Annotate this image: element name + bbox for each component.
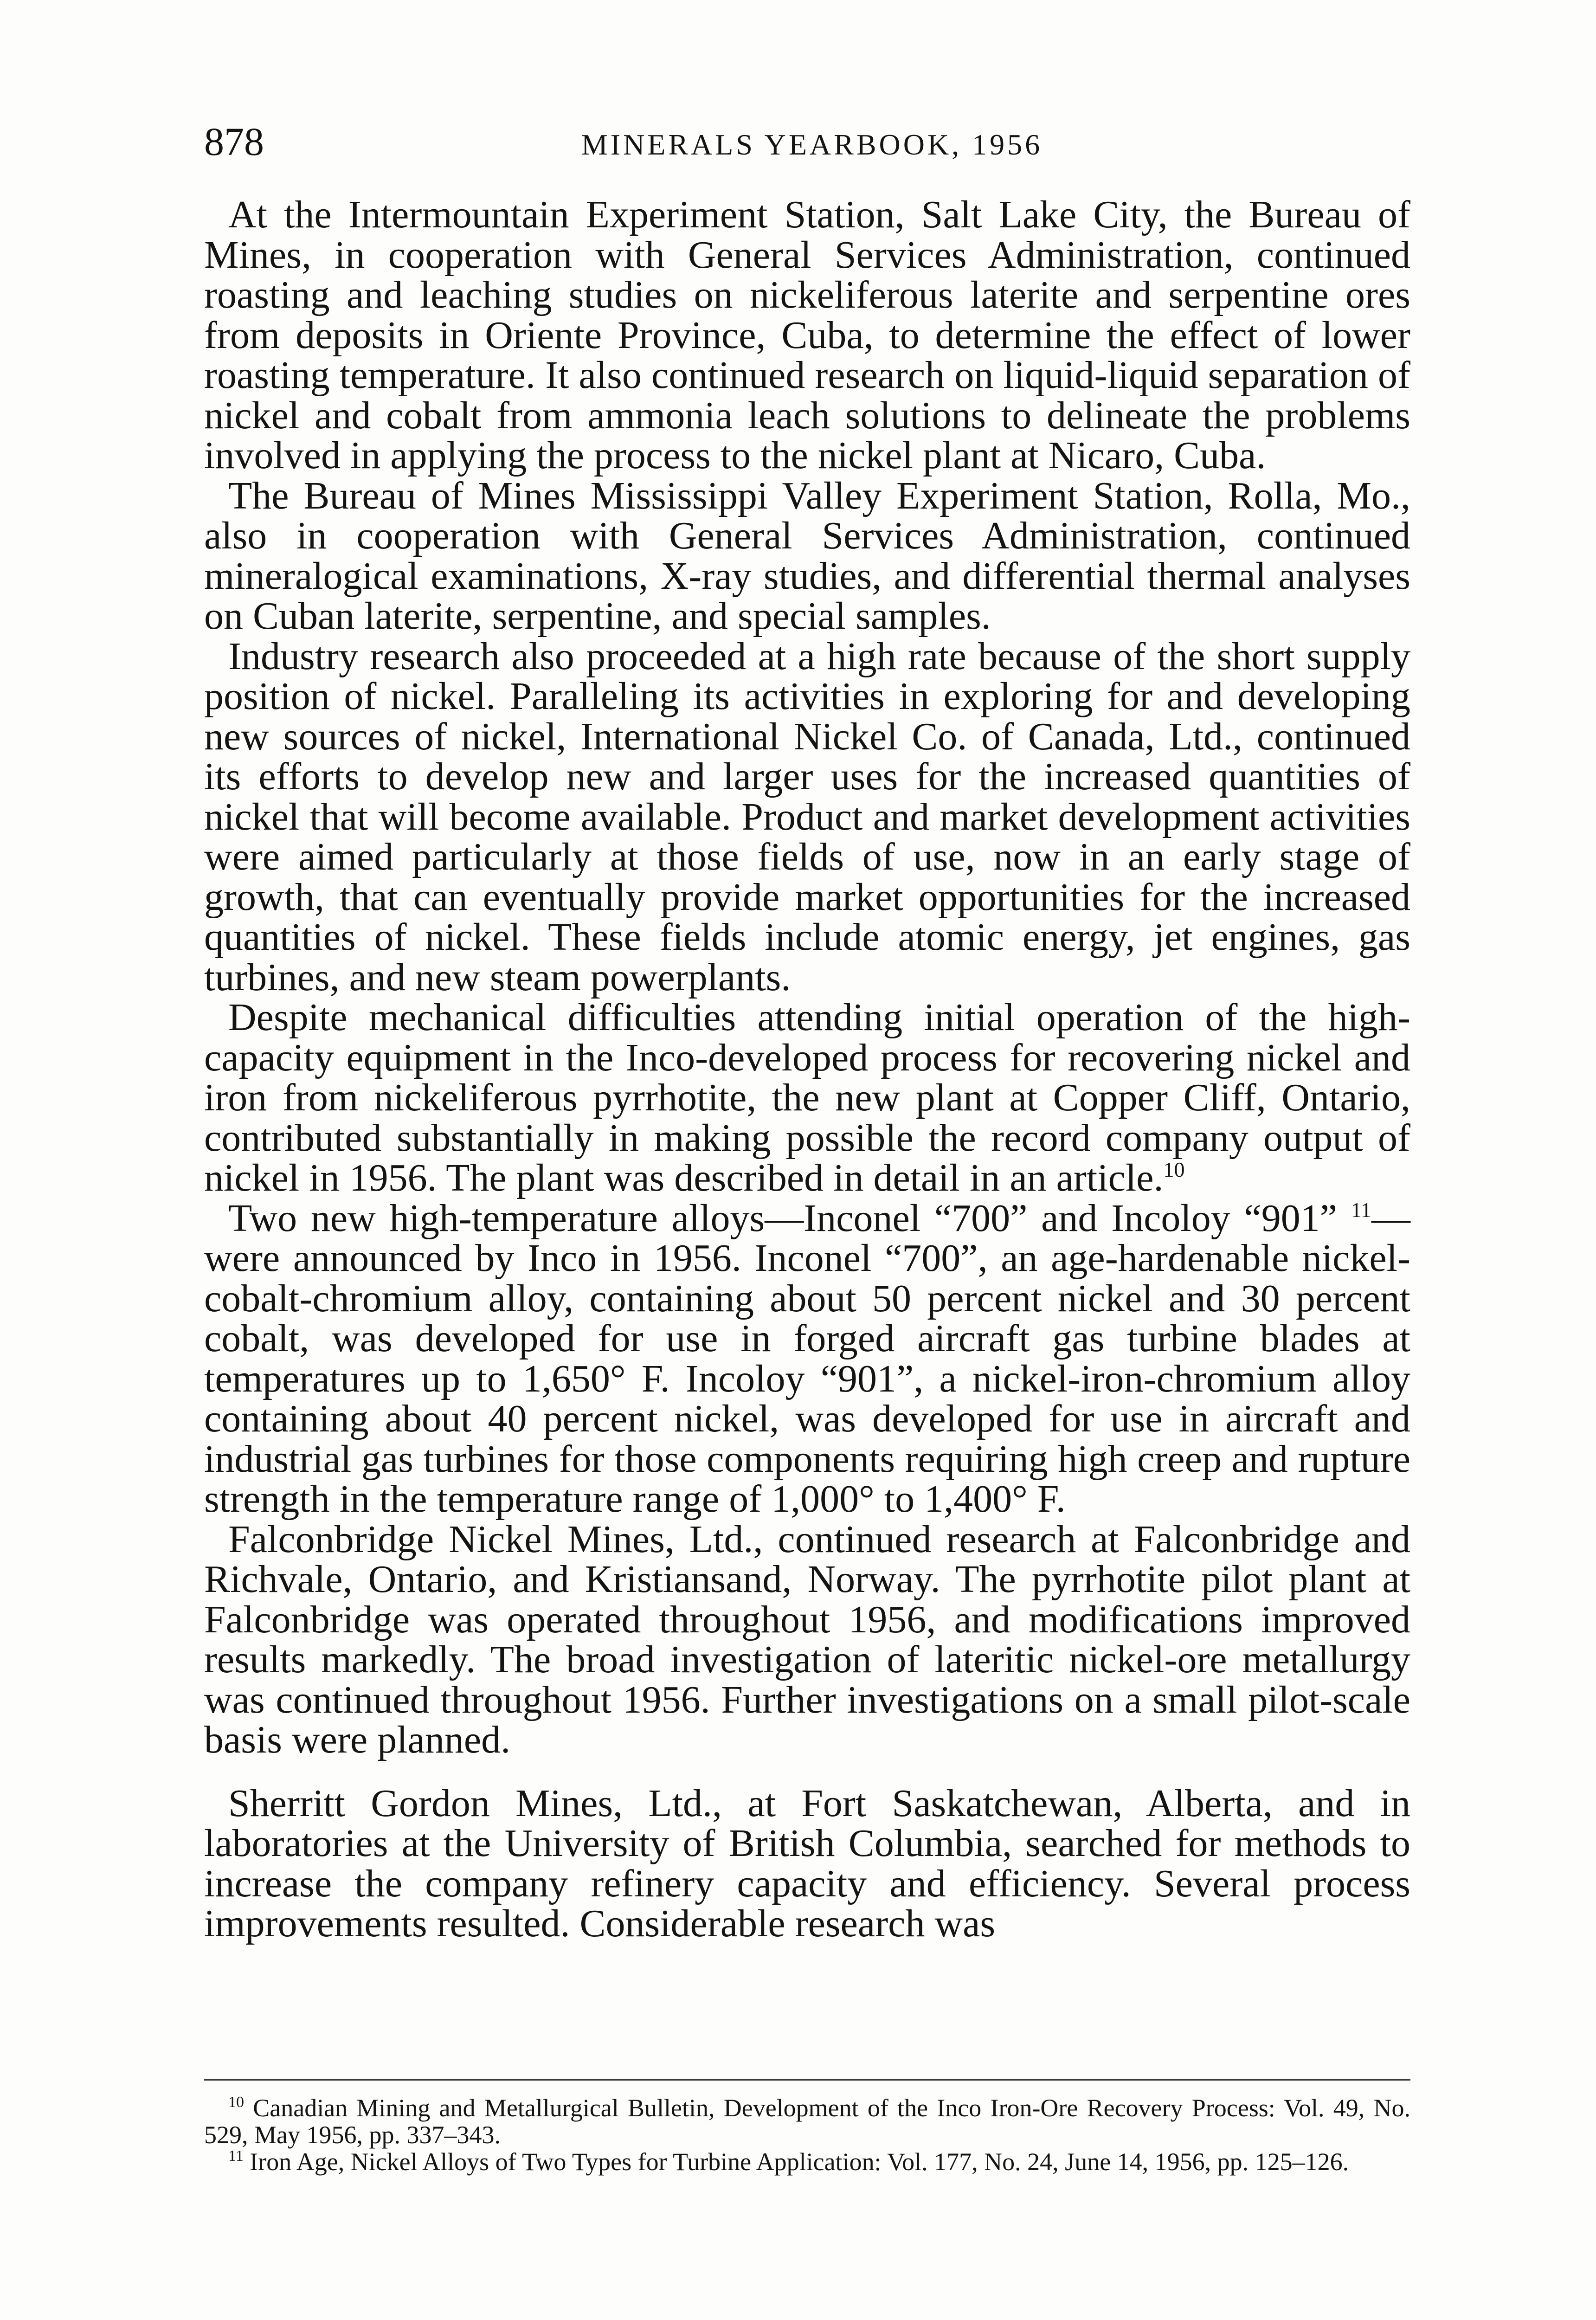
paragraph-mississippi-valley-station: The Bureau of Mines Mississippi Valley Experiment Station, Rolla, Mo., also in cooperation with General Services Administration, continued mineralogical examinations, X-ray studies, and differential thermal analyses on Cuban laterite, serpentine, and special samples. (204, 474, 1410, 638)
footnote-ref-11: 11 (1351, 1198, 1371, 1222)
footnote-ref-10: 10 (1163, 1158, 1185, 1181)
paragraph-high-temperature-alloys (204, 1196, 1410, 1521)
paragraph-copper-cliff-plant (204, 998, 1410, 1199)
paragraph-alloys-text-b: —were announced by Inco in 1956. Inconel “700”, an age-hardenable nickel-cobalt-chromium alloy, containing about 50 percent nickel and 30 percent cobalt, was developed for use in forged aircraft gas turbine blades at temperatures up to 1,650° F. Incoloy “901”, a nickel-iron-chromium alloy containing about 40 percent nickel, was developed for use in aircraft and industrial gas turbines for those components requiring high creep and rupture strength in the temperature range of 1,000° to 1,400° F. (204, 1196, 1410, 1521)
page-number: 878 (204, 119, 264, 164)
body-text (204, 195, 1410, 1944)
footnote-text: Canadian Mining and Metallurgical Bulletin, Development of the Inco Iron-Ore Recovery Process: Vol. 49, No. 529, May 1956, pp. 337–343. (204, 2094, 1410, 2149)
footnotes (204, 2079, 1410, 2175)
paragraph-intermountain-station: At the Intermountain Experiment Station, Salt Lake City, the Bureau of Mines, in cooperation with General Services Administration, continued roasting and leaching studies on nickeliferous laterite and serpentine ores from deposits in Oriente Province, Cuba, to determine the effect of lower roasting temperature. It also continued research on liquid-liquid separation of nickel and cobalt from ammonia leach solutions to delineate the problems involved in applying the process to the nickel plant at Nicaro, Cuba. (204, 193, 1410, 477)
footnote-text: Iron Age, Nickel Alloys of Two Types for Turbine Application: Vol. 177, No. 24, June 14, 1956, pp. 125–126. (250, 2148, 1349, 2176)
paragraph-sherritt-gordon: Sherritt Gordon Mines, Ltd., at Fort Saskatchewan, Alberta, and in laboratories at the University of British Columbia, searched for methods to increase the company refinery capacity and efficiency. Several process improvements resulted. Considerable research was (204, 1781, 1410, 1945)
page-header (204, 116, 1420, 172)
paragraph-alloys-text-a: Two new high-temperature alloys—Inconel “700” and Incoloy “901” (228, 1196, 1351, 1240)
paragraph-falconbridge: Falconbridge Nickel Mines, Ltd., continued research at Falconbridge and Richvale, Ontario, and Kristiansand, Norway. The pyrrhotite pilot plant at Falconbridge was operated throughout 1956, and modifications improved results markedly. The broad investigation of lateritic nickel-ore metallurgy was continued throughout 1956. Further investigations on a small pilot-scale basis were planned. (204, 1517, 1410, 1761)
paragraph-copper-cliff-text: Despite mechanical difficulties attending initial operation of the high-capacity equipment in the Inco-developed process for recovering nickel and iron from nickeliferous pyrrhotite, the new plant at Copper Cliff, Ontario, contributed substantially in making possible the record company output of nickel in 1956. The plant was described in detail in an article. (204, 996, 1410, 1199)
footnote-number: 10 (228, 2094, 244, 2111)
footnote-11 (204, 2148, 1410, 2175)
footnote-10 (204, 2094, 1410, 2148)
paragraph-industry-research: Industry research also proceeded at a high rate because of the short supply position of nickel. Paralleling its activities in exploring for and developing new sources of nickel, International Nickel Co. of Canada, Ltd., continued its efforts to develop new and larger uses for the increased quantities of nickel that will become available. Product and market development activities were aimed particularly at those fields of use, now in an early stage of growth, that can eventually provide market opportunities for the increased quantities of nickel. These fields include atomic energy, jet engines, gas turbines, and new steam powerplants. (204, 634, 1410, 999)
running-head: MINERALS YEARBOOK, 1956 (581, 128, 1043, 161)
footnote-number: 11 (228, 2147, 244, 2165)
